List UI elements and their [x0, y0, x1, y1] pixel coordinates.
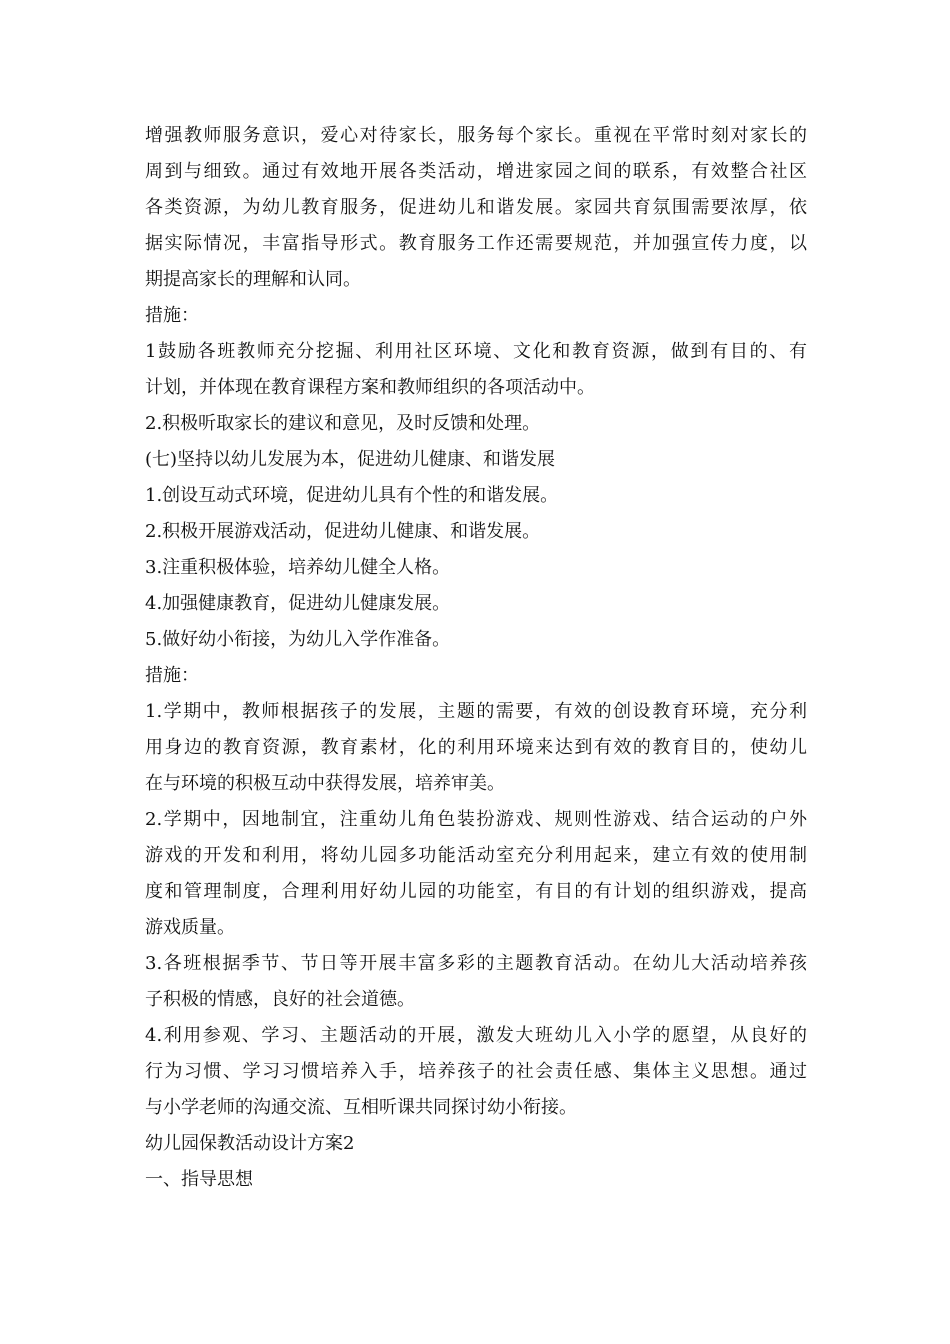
text-line: 增强教师服务意识，爱心对待家长，服务每个家长。重视在平常时刻对家长的	[145, 125, 807, 146]
document-body	[145, 118, 807, 1198]
text-line: 措施：	[145, 305, 199, 326]
text-line: 用身边的教育资源，教育素材，化的利用环境来达到有效的教育目的，使幼儿	[145, 737, 807, 758]
text-line: 在与环境的积极互动中获得发展，培养审美。	[145, 773, 505, 794]
text-line: 4.加强健康教育，促进幼儿健康发展。	[145, 593, 451, 614]
text-line: 幼儿园保教活动设计方案2	[145, 1133, 355, 1154]
text-line: 1鼓励各班教师充分挖掘、利用社区环境、文化和教育资源，做到有目的、有	[145, 341, 807, 362]
text-line: 各类资源，为幼儿教育服务，促进幼儿和谐发展。家园共育氛围需要浓厚，依	[145, 197, 807, 218]
text-line: 3.各班根据季节、节日等开展丰富多彩的主题教育活动。在幼儿大活动培养孩	[145, 953, 807, 974]
text-line: 2.学期中，因地制宜，注重幼儿角色装扮游戏、规则性游戏、结合运动的户外	[145, 809, 807, 830]
text-line: 1.创设互动式环境，促进幼儿具有个性的和谐发展。	[145, 485, 559, 506]
text-line: 据实际情况，丰富指导形式。教育服务工作还需要规范，并加强宣传力度，以	[145, 233, 807, 254]
text-line: 与小学老师的沟通交流、互相听课共同探讨幼小衔接。	[145, 1097, 577, 1118]
text-line: 期提高家长的理解和认同。	[145, 269, 361, 290]
text-line: 子积极的情感，良好的社会道德。	[145, 989, 415, 1010]
text-line: 5.做好幼小衔接，为幼儿入学作准备。	[145, 629, 451, 650]
text-line: 措施：	[145, 665, 199, 686]
text-line: 度和管理制度，合理利用好幼儿园的功能室，有目的有计划的组织游戏，提高	[145, 881, 807, 902]
text-line: 游戏的开发和利用，将幼儿园多功能活动室充分利用起来，建立有效的使用制	[145, 845, 807, 866]
text-line: 周到与细致。通过有效地开展各类活动，增进家园之间的联系，有效整合社区	[145, 161, 807, 182]
text-line: 一、指导思想	[145, 1169, 253, 1190]
text-line: 4.利用参观、学习、主题活动的开展，激发大班幼儿入小学的愿望，从良好的	[145, 1025, 807, 1046]
text-line: 计划，并体现在教育课程方案和教师组织的各项活动中。	[145, 377, 595, 398]
text-line: 1.学期中，教师根据孩子的发展，主题的需要，有效的创设教育环境，充分利	[145, 701, 807, 722]
text-line: (七)坚持以幼儿发展为本，促进幼儿健康、和谐发展	[145, 449, 556, 470]
text-line: 游戏质量。	[145, 917, 235, 938]
text-line: 2.积极开展游戏活动，促进幼儿健康、和谐发展。	[145, 521, 541, 542]
text-line: 行为习惯、学习习惯培养入手，培养孩子的社会责任感、集体主义思想。通过	[145, 1061, 807, 1082]
text-line: 3.注重积极体验，培养幼儿健全人格。	[145, 557, 451, 578]
text-line: 2.积极听取家长的建议和意见，及时反馈和处理。	[145, 413, 541, 434]
